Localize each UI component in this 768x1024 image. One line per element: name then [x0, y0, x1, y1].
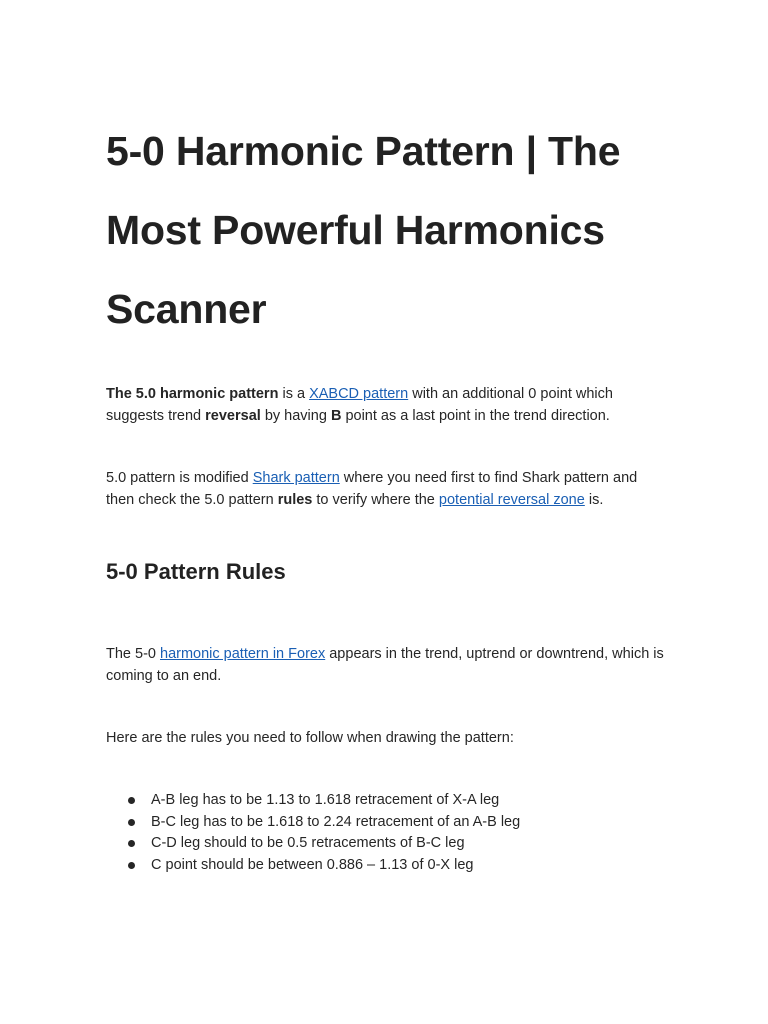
shark-bold-rules: rules [277, 492, 313, 508]
list-item [106, 790, 666, 812]
bullet-icon [128, 840, 135, 847]
shark-pattern-link[interactable]: Shark pattern [252, 470, 340, 486]
intro-text-3: by having [260, 408, 331, 424]
list-item [106, 855, 666, 877]
bullet-icon [128, 797, 135, 804]
shark-text-2: where you need first to find Shark pattern and then check the 5.0 pattern [106, 470, 638, 508]
forex-text-2: appears in the trend, uptrend or downtrend, which is coming to an end. [106, 646, 664, 684]
intro-paragraph [106, 383, 666, 427]
intro-bold-lead: The 5.0 harmonic pattern [106, 386, 279, 402]
intro-text-2: with an additional 0 point which suggests trend [106, 386, 613, 424]
shark-text-3: to verify where the [312, 492, 439, 508]
bullet-icon [128, 819, 135, 826]
forex-paragraph [106, 643, 666, 687]
intro-bold-b: B [330, 408, 342, 424]
list-item-text: C-D leg should to be 0.5 retracements of B-C leg [151, 835, 465, 851]
potential-reversal-zone-link[interactable]: potential reversal zone [438, 492, 585, 508]
rules-list [106, 790, 666, 876]
list-item [106, 833, 666, 855]
forex-text-1: The 5-0 [106, 646, 160, 662]
intro-text-4: point as a last point in the trend direction. [341, 408, 610, 424]
rules-intro-paragraph: Here are the rules you need to follow when drawing the pattern: [106, 730, 514, 746]
shark-text-4: is. [584, 492, 604, 508]
page-title: 5-0 Harmonic Pattern | The Most Powerful Harmonics Scanner [106, 128, 621, 332]
bullet-icon [128, 862, 135, 869]
section-heading-pattern-rules: 5-0 Pattern Rules [106, 559, 286, 584]
list-item-text: A-B leg has to be 1.13 to 1.618 retracement of X-A leg [151, 792, 500, 808]
list-item [106, 812, 666, 834]
xabcd-pattern-link[interactable]: XABCD pattern [309, 386, 409, 402]
intro-bold-reversal: reversal [205, 408, 261, 424]
list-item-text: C point should be between 0.886 – 1.13 of 0-X leg [151, 856, 474, 873]
intro-text-1: is a [278, 386, 310, 402]
list-item-text: B-C leg has to be 1.618 to 2.24 retracement of an A-B leg [151, 813, 521, 830]
shark-paragraph [106, 467, 666, 511]
shark-text-1: 5.0 pattern is modified [106, 470, 253, 486]
harmonic-pattern-forex-link[interactable]: harmonic pattern in Forex [160, 646, 326, 662]
